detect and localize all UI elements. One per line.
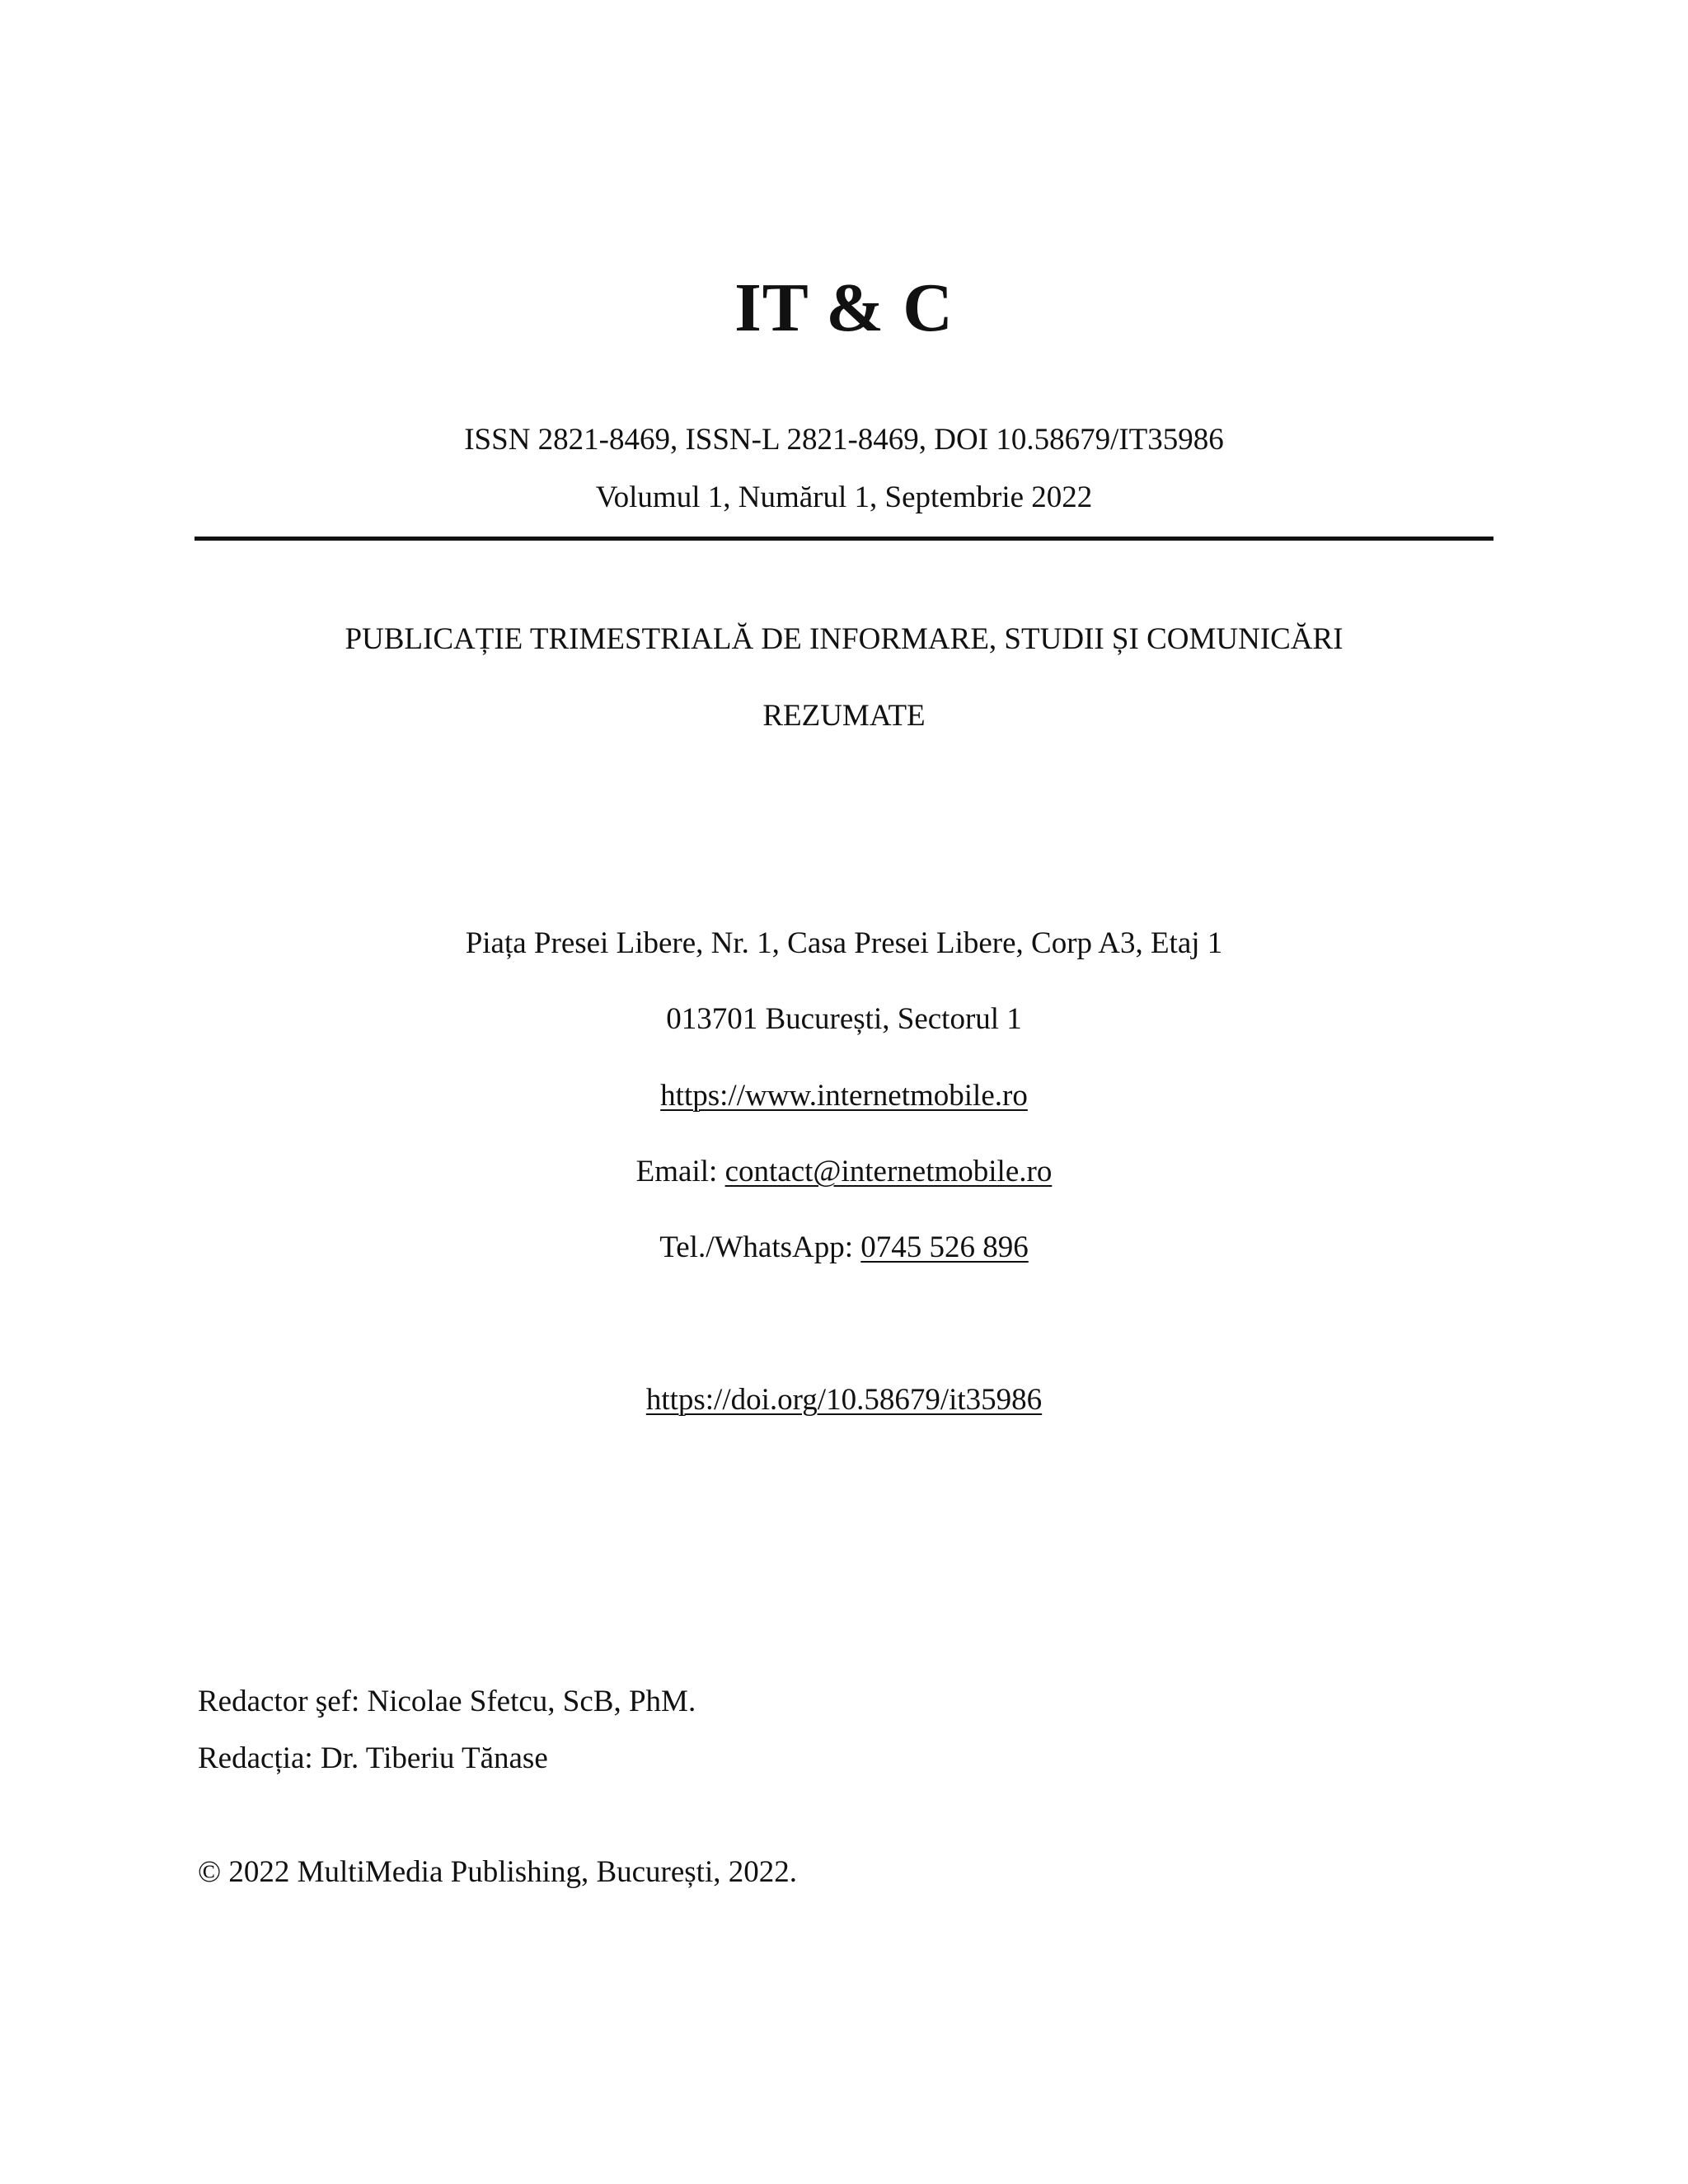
website-link[interactable]: https://www.internetmobile.ro [660,1079,1028,1113]
header-divider [195,537,1493,541]
doi-link[interactable]: https://doi.org/10.58679/it35986 [645,1383,1043,1417]
email-label: Email: [635,1155,725,1188]
editor-in-chief: Redactor şef: Nicolae Sfetcu, ScB, PhM. [198,1685,696,1718]
publication-description: PUBLICAȚIE TRIMESTRIALĂ DE INFORMARE, STUDII ȘI COMUNICĂRI [345,622,1343,656]
email-link[interactable]: contact@internetmobile.ro [724,1155,1053,1188]
phone-label: Tel./WhatsApp: [659,1230,861,1264]
address-line-2: 013701 București, Sectorul 1 [666,1002,1022,1036]
journal-title: IT & C [734,269,954,346]
phone-row [0,1232,1688,1263]
doi-row [0,1385,1688,1415]
email-row [0,1156,1688,1187]
volume-line: Volumul 1, Numărul 1, Septembrie 2022 [595,480,1093,514]
editorial-staff: Redacția: Dr. Tiberiu Tănase [198,1741,548,1775]
issn-line: ISSN 2821-8469, ISSN-L 2821-8469, DOI 10.58679/IT35986 [464,423,1224,457]
website-row [0,1080,1688,1111]
address-line-1: Piața Presei Libere, Nr. 1, Casa Presei Libere, Corp A3, Etaj 1 [465,926,1223,960]
section-heading: REZUMATE [762,699,926,733]
phone-link[interactable]: 0745 526 896 [860,1230,1029,1264]
copyright-notice: © 2022 MultiMedia Publishing, București, 2022. [198,1855,797,1889]
